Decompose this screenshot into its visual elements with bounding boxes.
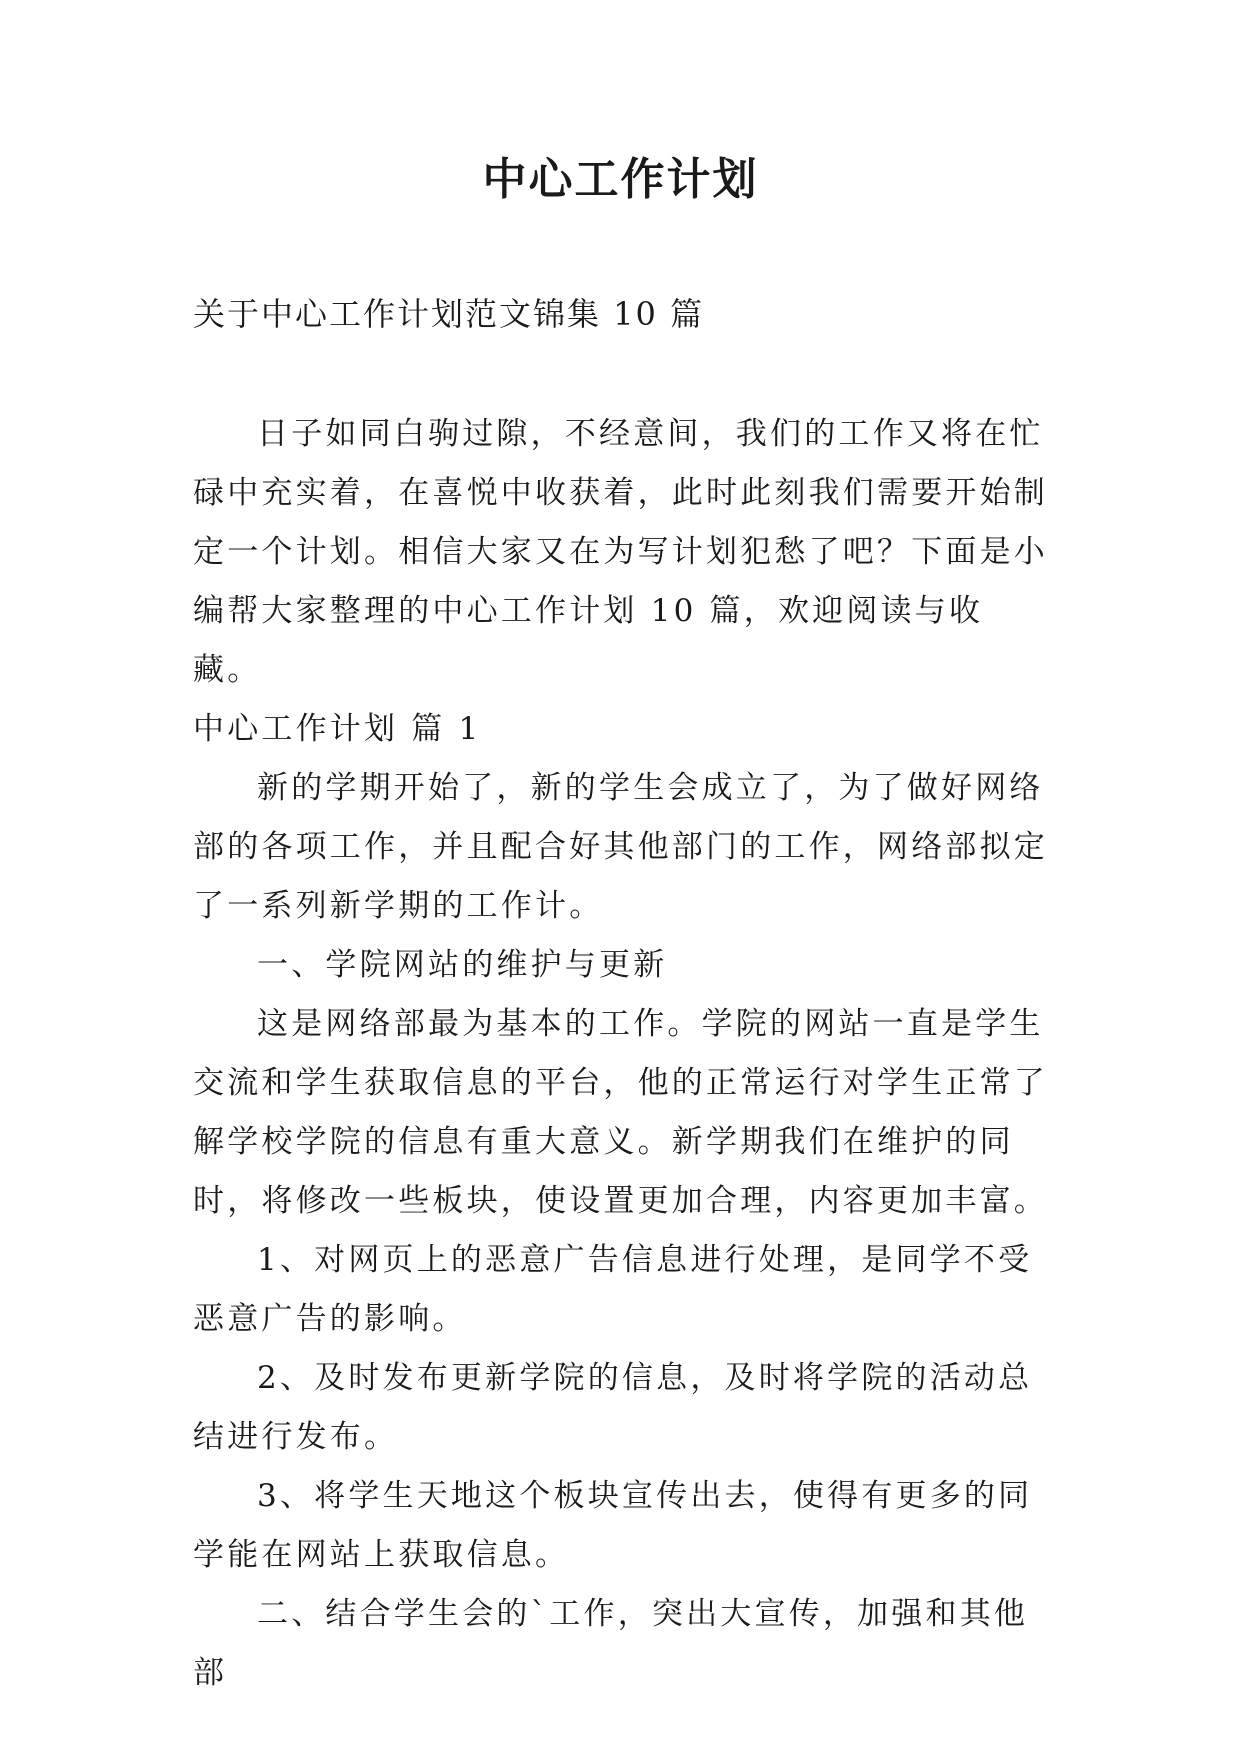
subheading: 一、学院网站的维护与更新 xyxy=(257,947,668,983)
list-item: 1、对网页上的恶意广告信息进行处理，是同学不受恶意广告的影响。 xyxy=(193,1242,1033,1337)
list-item: 2、及时发布更新学院的信息，及时将学院的活动总结进行发布。 xyxy=(193,1360,1033,1455)
section-heading: 中心工作计划 篇 1 xyxy=(193,711,482,747)
document-body xyxy=(193,405,1051,1703)
body-paragraph: 这是网络部最为基本的工作。学院的网站一直是学生交流和学生获取信息的平台，他的正常运行对学生正常了解学校学院的信息有重大意义。新学期我们在维护的同时，将修改一些板块，使设置更加合理，内容更加丰富。 xyxy=(193,1006,1048,1219)
subheading: 二、结合学生会的`工作，突出大宣传，加强和其他部 xyxy=(193,1596,1029,1691)
document-subtitle: 关于中心工作计划范文锦集 10 篇 xyxy=(193,295,705,333)
document-title: 中心工作计划 xyxy=(482,154,759,205)
list-item: 3、将学生天地这个板块宣传出去，使得有更多的同学能在网站上获取信息。 xyxy=(193,1478,1033,1573)
intro-paragraph: 日子如同白驹过隙，不经意间，我们的工作又将在忙碌中充实着，在喜悦中收获着，此时此刻我们需要开始制定一个计划。相信大家又在为写计划犯愁了吧？下面是小编帮大家整理的中心工作计划 10 篇，欢迎阅读与收藏。 xyxy=(193,416,1048,688)
body-paragraph: 新的学期开始了，新的学生会成立了，为了做好网络部的各项工作，并且配合好其他部门的工作，网络部拟定了一系列新学期的工作计。 xyxy=(193,770,1048,924)
